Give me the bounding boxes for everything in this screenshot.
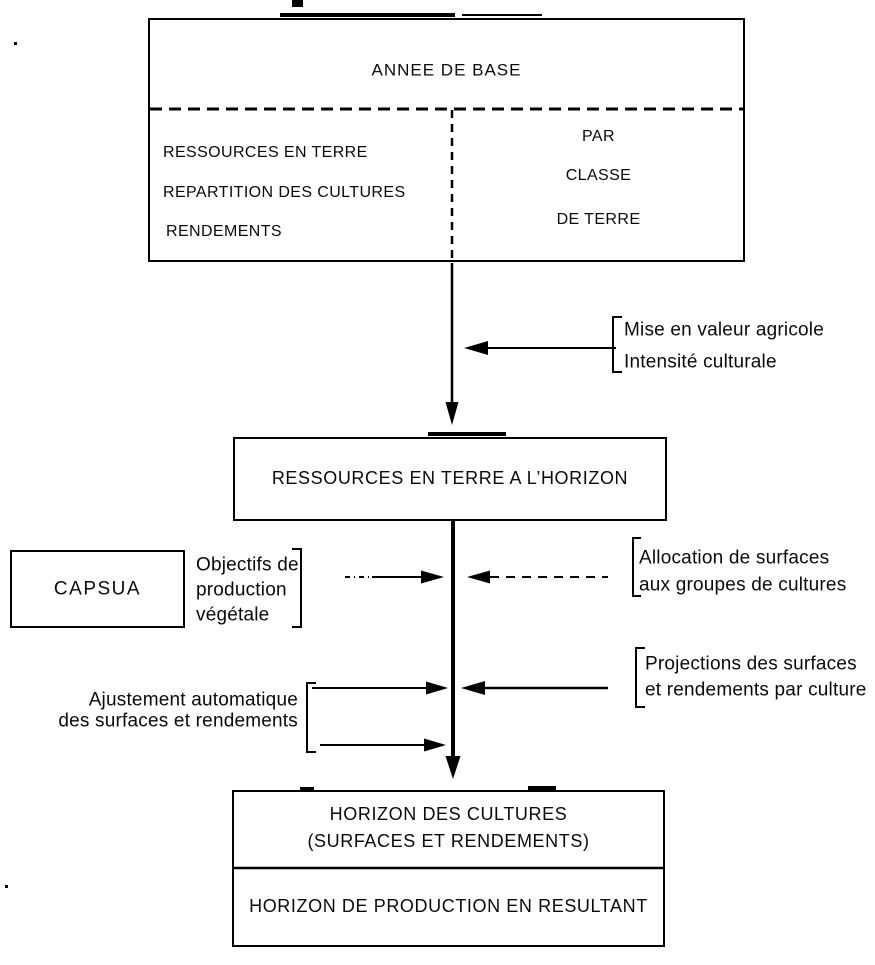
arrow-ajustement-top (312, 682, 448, 695)
arrow-ajustement-bottom (320, 739, 446, 752)
result-top-line-1: HORIZON DES CULTURES (329, 804, 568, 824)
projections-line-1: Projections des surfaces (645, 653, 857, 675)
arrow-allocation (467, 571, 608, 584)
result-bottom-line: HORIZON DE PRODUCTION EN RESULTANT (249, 896, 648, 916)
objectifs-line-1: Objectifs de (196, 554, 299, 576)
base-year-right-line-2: CLASSE (565, 167, 632, 184)
ajustement-line-1: Ajustement automatique (88, 689, 298, 711)
ajustement-bracket (307, 683, 316, 752)
allocation-line-1: Allocation de surfaces (639, 547, 830, 569)
objectifs-line-2: production (196, 579, 287, 601)
main-flow-arrow (446, 521, 461, 779)
arrow-base-to-horizon (446, 263, 459, 425)
ajustement-line-2: des surfaces et rendements (58, 710, 298, 732)
base-year-title: ANNEE DE BASE (371, 60, 522, 80)
arrow-top-inputs (464, 341, 616, 355)
projections-line-2: et rendements par culture (645, 679, 867, 701)
base-year-right-line-3: DE TERRE (556, 211, 641, 228)
allocation-line-2: aux groupes de cultures (639, 574, 847, 596)
base-year-left-line-1: RESSOURCES EN TERRE (163, 144, 368, 161)
top-inputs-line-1: Mise en valeur agricole (624, 319, 824, 341)
base-year-left-line-3: RENDEMENTS (166, 223, 283, 240)
arrow-capsua-input (345, 571, 444, 584)
base-year-right-line-1: PAR (582, 128, 615, 145)
base-year-left-line-2: REPARTITION DES CULTURES (163, 184, 406, 201)
result-top-line-2: (SURFACES ET RENDEMENTS) (307, 831, 590, 851)
top-inputs-line-2: Intensité culturale (624, 351, 777, 373)
arrow-projections (461, 681, 608, 695)
projections-bracket (636, 648, 645, 707)
capsua-title: CAPSUA (53, 578, 142, 600)
objectifs-line-3: végétale (196, 604, 270, 626)
horizon-resources-title: RESSOURCES EN TERRE A L’HORIZON (271, 468, 629, 488)
top-inputs-bracket (613, 317, 622, 372)
